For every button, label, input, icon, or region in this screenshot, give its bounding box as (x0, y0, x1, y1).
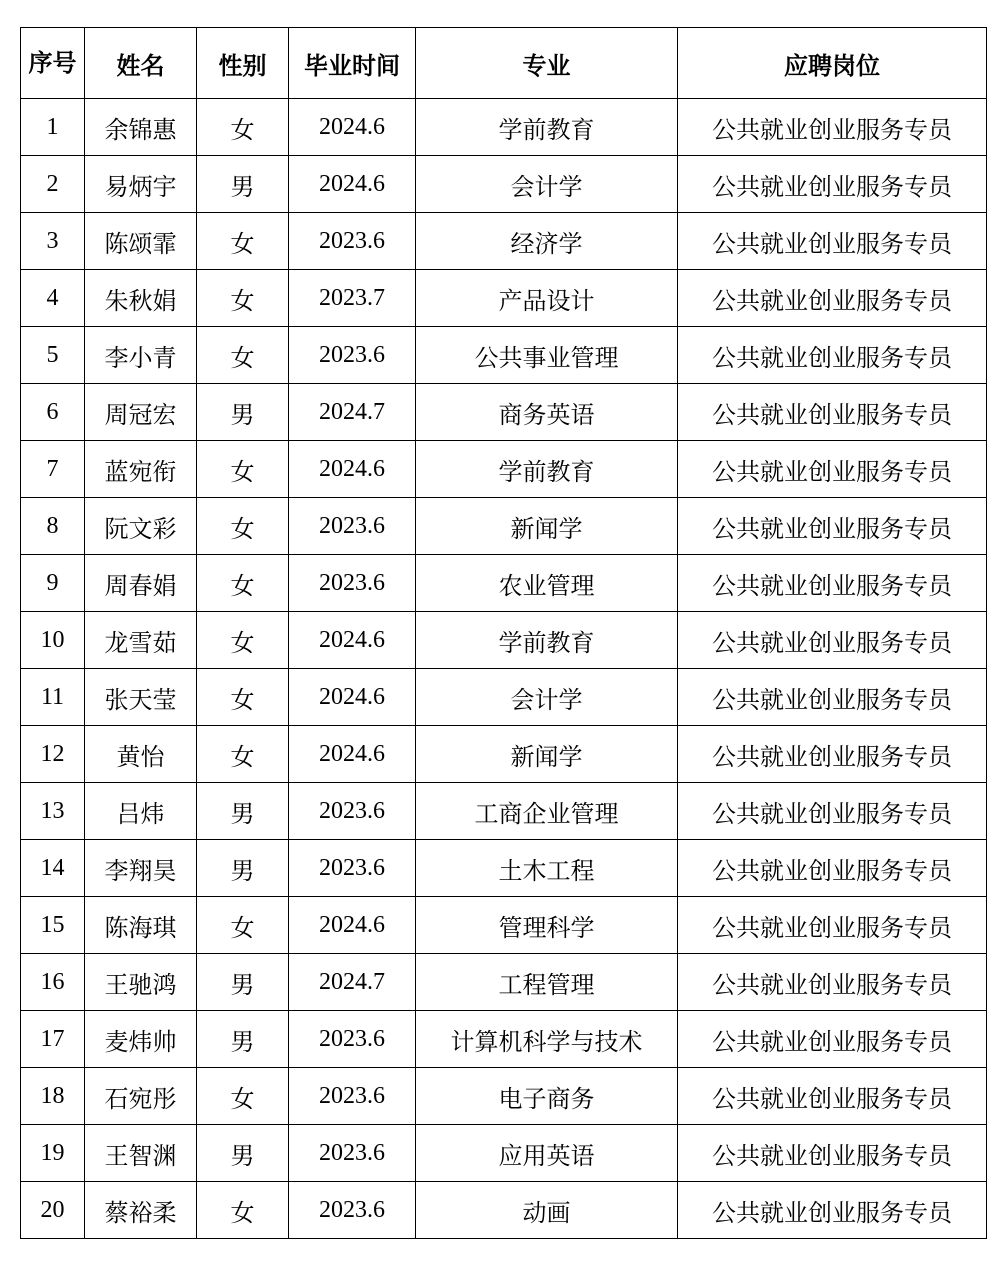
table-row (21, 327, 987, 384)
table-row (21, 1182, 987, 1239)
table-row (21, 783, 987, 840)
cell-gender: 女 (197, 669, 289, 726)
cell-gender: 女 (197, 726, 289, 783)
cell-name: 余锦惠 (85, 99, 197, 156)
table-row (21, 1068, 987, 1125)
cell-seq: 8 (21, 498, 85, 555)
cell-major: 经济学 (416, 213, 678, 270)
cell-major: 会计学 (416, 156, 678, 213)
cell-major: 工商企业管理 (416, 783, 678, 840)
cell-major: 学前教育 (416, 99, 678, 156)
cell-gender: 女 (197, 555, 289, 612)
cell-gender: 女 (197, 498, 289, 555)
header-graduation-time: 毕业时间 (289, 28, 416, 99)
table-row (21, 555, 987, 612)
cell-major: 土木工程 (416, 840, 678, 897)
cell-gender: 女 (197, 1068, 289, 1125)
cell-major: 学前教育 (416, 441, 678, 498)
cell-seq: 3 (21, 213, 85, 270)
cell-seq: 4 (21, 270, 85, 327)
cell-seq: 11 (21, 669, 85, 726)
cell-major: 公共事业管理 (416, 327, 678, 384)
cell-seq: 7 (21, 441, 85, 498)
cell-graduation-time: 2023.6 (289, 498, 416, 555)
cell-position: 公共就业创业服务专员 (678, 669, 987, 726)
cell-seq: 20 (21, 1182, 85, 1239)
cell-gender: 男 (197, 1125, 289, 1182)
cell-position: 公共就业创业服务专员 (678, 612, 987, 669)
cell-name: 陈海琪 (85, 897, 197, 954)
cell-gender: 女 (197, 270, 289, 327)
cell-name: 麦炜帅 (85, 1011, 197, 1068)
cell-graduation-time: 2023.6 (289, 327, 416, 384)
table-row (21, 726, 987, 783)
cell-major: 新闻学 (416, 498, 678, 555)
cell-graduation-time: 2023.6 (289, 1068, 416, 1125)
cell-graduation-time: 2023.6 (289, 1011, 416, 1068)
cell-name: 蓝宛衔 (85, 441, 197, 498)
cell-name: 易炳宇 (85, 156, 197, 213)
cell-position: 公共就业创业服务专员 (678, 270, 987, 327)
cell-gender: 女 (197, 441, 289, 498)
cell-name: 朱秋娟 (85, 270, 197, 327)
cell-graduation-time: 2023.6 (289, 1182, 416, 1239)
table-row (21, 840, 987, 897)
cell-major: 农业管理 (416, 555, 678, 612)
table-row (21, 1125, 987, 1182)
cell-graduation-time: 2024.6 (289, 441, 416, 498)
cell-seq: 5 (21, 327, 85, 384)
cell-seq: 12 (21, 726, 85, 783)
cell-graduation-time: 2023.6 (289, 1125, 416, 1182)
cell-position: 公共就业创业服务专员 (678, 897, 987, 954)
cell-seq: 17 (21, 1011, 85, 1068)
cell-position: 公共就业创业服务专员 (678, 954, 987, 1011)
cell-gender: 女 (197, 99, 289, 156)
cell-graduation-time: 2024.6 (289, 612, 416, 669)
cell-gender: 男 (197, 156, 289, 213)
cell-name: 周春娟 (85, 555, 197, 612)
cell-gender: 女 (197, 612, 289, 669)
cell-major: 产品设计 (416, 270, 678, 327)
cell-name: 张天莹 (85, 669, 197, 726)
cell-seq: 9 (21, 555, 85, 612)
cell-name: 李小青 (85, 327, 197, 384)
cell-gender: 男 (197, 384, 289, 441)
cell-gender: 男 (197, 1011, 289, 1068)
cell-name: 蔡裕柔 (85, 1182, 197, 1239)
cell-position: 公共就业创业服务专员 (678, 1011, 987, 1068)
cell-seq: 1 (21, 99, 85, 156)
cell-gender: 男 (197, 954, 289, 1011)
cell-seq: 16 (21, 954, 85, 1011)
cell-gender: 女 (197, 327, 289, 384)
cell-position: 公共就业创业服务专员 (678, 1182, 987, 1239)
cell-name: 黄怡 (85, 726, 197, 783)
cell-major: 管理科学 (416, 897, 678, 954)
cell-graduation-time: 2023.6 (289, 840, 416, 897)
cell-seq: 6 (21, 384, 85, 441)
cell-position: 公共就业创业服务专员 (678, 726, 987, 783)
header-name: 姓名 (85, 28, 197, 99)
cell-seq: 10 (21, 612, 85, 669)
cell-name: 王智渊 (85, 1125, 197, 1182)
cell-graduation-time: 2023.6 (289, 213, 416, 270)
cell-position: 公共就业创业服务专员 (678, 213, 987, 270)
cell-seq: 13 (21, 783, 85, 840)
table-row (21, 1011, 987, 1068)
table-header-row (21, 28, 987, 99)
cell-name: 吕炜 (85, 783, 197, 840)
table-row (21, 270, 987, 327)
cell-seq: 14 (21, 840, 85, 897)
cell-name: 王驰鸿 (85, 954, 197, 1011)
table-row (21, 156, 987, 213)
cell-name: 周冠宏 (85, 384, 197, 441)
cell-graduation-time: 2024.6 (289, 99, 416, 156)
header-major: 专业 (416, 28, 678, 99)
table-row (21, 213, 987, 270)
cell-position: 公共就业创业服务专员 (678, 99, 987, 156)
cell-seq: 19 (21, 1125, 85, 1182)
cell-gender: 男 (197, 840, 289, 897)
cell-position: 公共就业创业服务专员 (678, 555, 987, 612)
table-row (21, 669, 987, 726)
cell-major: 新闻学 (416, 726, 678, 783)
cell-name: 龙雪茹 (85, 612, 197, 669)
cell-graduation-time: 2023.6 (289, 555, 416, 612)
cell-gender: 女 (197, 213, 289, 270)
cell-position: 公共就业创业服务专员 (678, 327, 987, 384)
cell-position: 公共就业创业服务专员 (678, 1125, 987, 1182)
cell-name: 石宛彤 (85, 1068, 197, 1125)
table-row (21, 441, 987, 498)
cell-position: 公共就业创业服务专员 (678, 840, 987, 897)
cell-position: 公共就业创业服务专员 (678, 498, 987, 555)
cell-graduation-time: 2024.6 (289, 156, 416, 213)
header-position: 应聘岗位 (678, 28, 987, 99)
cell-major: 学前教育 (416, 612, 678, 669)
cell-graduation-time: 2023.7 (289, 270, 416, 327)
table-row (21, 897, 987, 954)
cell-graduation-time: 2023.6 (289, 783, 416, 840)
cell-position: 公共就业创业服务专员 (678, 384, 987, 441)
cell-name: 李翔昊 (85, 840, 197, 897)
cell-graduation-time: 2024.6 (289, 726, 416, 783)
cell-seq: 2 (21, 156, 85, 213)
header-seq: 序号 (21, 28, 85, 99)
cell-major: 商务英语 (416, 384, 678, 441)
cell-major: 会计学 (416, 669, 678, 726)
cell-gender: 女 (197, 897, 289, 954)
cell-name: 陈颂霏 (85, 213, 197, 270)
table-row (21, 954, 987, 1011)
cell-graduation-time: 2024.7 (289, 384, 416, 441)
cell-major: 计算机科学与技术 (416, 1011, 678, 1068)
cell-major: 工程管理 (416, 954, 678, 1011)
cell-seq: 18 (21, 1068, 85, 1125)
header-gender: 性别 (197, 28, 289, 99)
cell-position: 公共就业创业服务专员 (678, 1068, 987, 1125)
table-body (21, 99, 987, 1239)
cell-position: 公共就业创业服务专员 (678, 441, 987, 498)
cell-major: 动画 (416, 1182, 678, 1239)
candidate-table (20, 27, 987, 1239)
cell-name: 阮文彩 (85, 498, 197, 555)
cell-gender: 女 (197, 1182, 289, 1239)
cell-major: 应用英语 (416, 1125, 678, 1182)
cell-graduation-time: 2024.7 (289, 954, 416, 1011)
cell-seq: 15 (21, 897, 85, 954)
table-row (21, 498, 987, 555)
cell-major: 电子商务 (416, 1068, 678, 1125)
table-row (21, 99, 987, 156)
table-row (21, 612, 987, 669)
table-row (21, 384, 987, 441)
cell-graduation-time: 2024.6 (289, 897, 416, 954)
cell-position: 公共就业创业服务专员 (678, 783, 987, 840)
cell-gender: 男 (197, 783, 289, 840)
cell-graduation-time: 2024.6 (289, 669, 416, 726)
cell-position: 公共就业创业服务专员 (678, 156, 987, 213)
